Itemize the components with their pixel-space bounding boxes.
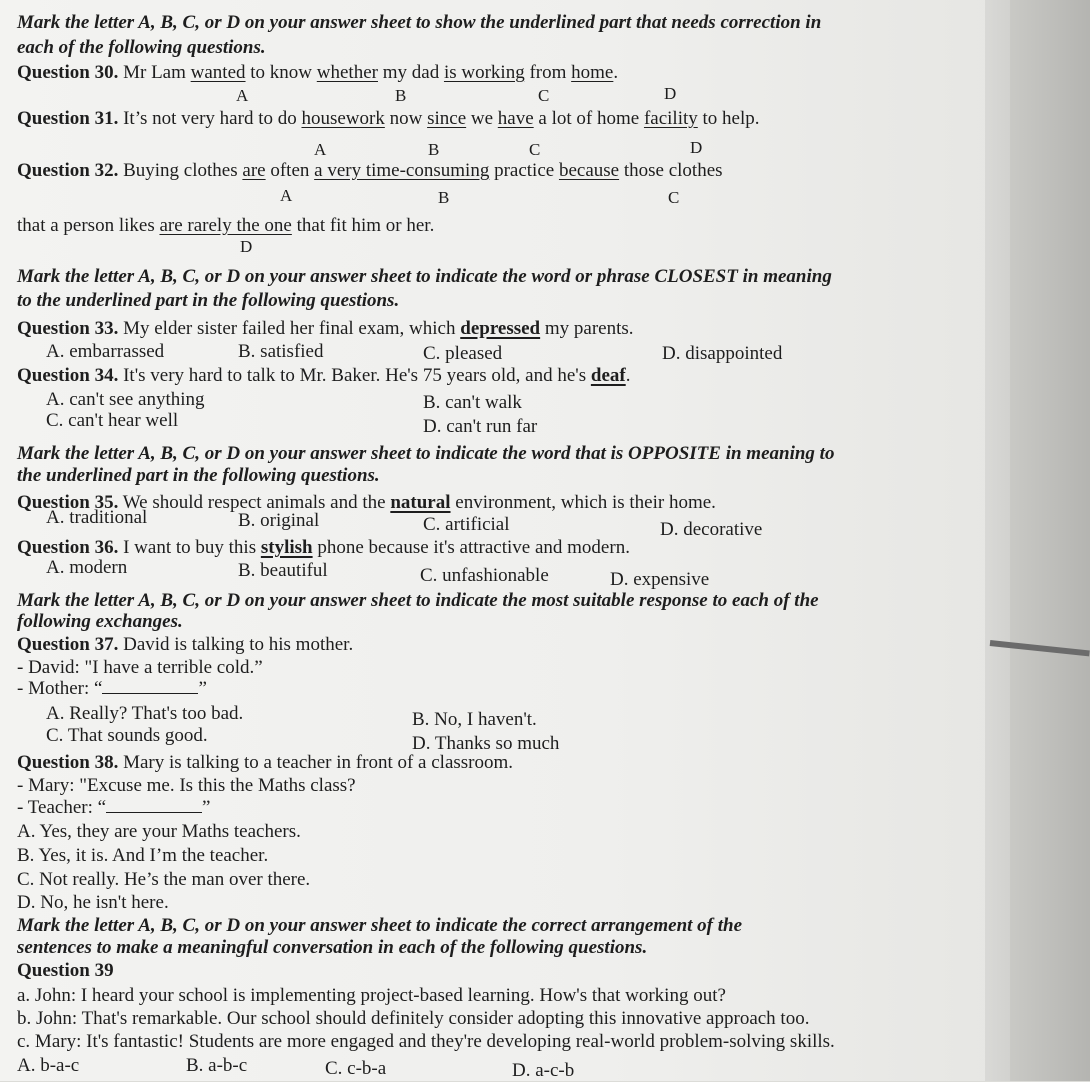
q31-letter-a: A <box>314 140 327 159</box>
question-35: Question 35. We should respect animals and the natural environment, which is their home. <box>17 492 716 513</box>
q37-option-b: B. No, I haven't. <box>412 709 537 730</box>
q38-option-a: A. Yes, they are your Maths teachers. <box>17 821 301 842</box>
instruction-arrange-line1: Mark the letter A, B, C, or D on your answer sheet to indicate the correct arrangement of the <box>17 915 743 936</box>
q33-option-a: A. embarrassed <box>46 341 165 362</box>
q39-sentence-a: a. John: I heard your school is implementing project-based learning. How's that working out? <box>17 985 726 1006</box>
question-32-line2: that a person likes are rarely the one that fit him or her. <box>17 215 435 236</box>
q37-dialogue-mother: - Mother: “ ” <box>17 678 207 699</box>
q39-option-a: A. b-a-c <box>17 1055 80 1076</box>
q38-dialogue-teacher: - Teacher: “ ” <box>17 797 211 818</box>
answer-blank <box>106 798 202 813</box>
question-38: Question 38. Mary is talking to a teacher in front of a classroom. <box>17 752 514 773</box>
q30-letter-d: D <box>664 84 677 103</box>
question-33: Question 33. My elder sister failed her final exam, which depressed my parents. <box>17 318 634 339</box>
q33-option-c: C. pleased <box>423 343 503 364</box>
q34-option-d: D. can't run far <box>423 416 538 437</box>
q35-option-c: C. artificial <box>423 514 510 535</box>
q38-dialogue-mary: - Mary: "Excuse me. Is this the Maths class? <box>17 775 356 796</box>
question-30: Question 30. Mr Lam wanted to know whether my dad is working from home. <box>17 62 619 83</box>
q38-option-d: D. No, he isn't here. <box>17 892 169 913</box>
q32-letter-b: B <box>438 188 450 207</box>
q36-option-b: B. beautiful <box>238 560 328 581</box>
instruction-response-line1: Mark the letter A, B, C, or D on your answer sheet to indicate the most suitable response to each of the <box>17 590 819 611</box>
q39-option-c: C. c-b-a <box>325 1058 387 1079</box>
page-shadow <box>985 0 1090 1081</box>
question-34: Question 34. It's very hard to talk to Mr. Baker. He's 75 years old, and he's deaf. <box>17 365 631 386</box>
instruction-error-line2: each of the following questions. <box>17 37 266 58</box>
q31-letter-b: B <box>428 140 440 159</box>
q35-option-b: B. original <box>238 510 320 531</box>
instruction-response-line2: following exchanges. <box>17 611 183 632</box>
q35-option-d: D. decorative <box>660 519 763 540</box>
q39-option-d: D. a-c-b <box>512 1060 575 1081</box>
q38-option-b: B. Yes, it is. And I’m the teacher. <box>17 845 269 866</box>
instruction-closest-line1: Mark the letter A, B, C, or D on your answer sheet to indicate the word or phrase CLOSEST in meaning <box>17 266 832 287</box>
question-36: Question 36. I want to buy this stylish phone because it's attractive and modern. <box>17 537 630 558</box>
instruction-error-line1: Mark the letter A, B, C, or D on your answer sheet to show the underlined part that needs correction in <box>17 12 822 33</box>
question-31: Question 31. It’s not very hard to do housework now since we have a lot of home facility to help. <box>17 108 760 129</box>
q37-dialogue-david: - David: "I have a terrible cold.” <box>17 657 263 678</box>
q34-option-c: C. can't hear well <box>46 410 179 431</box>
q36-option-d: D. expensive <box>610 569 710 590</box>
q39-sentence-c: c. Mary: It's fantastic! Students are more engaged and they're developing real-world problem-solving skills. <box>17 1031 835 1052</box>
q36-option-a: A. modern <box>46 557 128 578</box>
q37-option-c: C. That sounds good. <box>46 725 208 746</box>
q30-letter-c: C <box>538 86 550 105</box>
answer-blank <box>102 679 198 694</box>
q35-option-a: A. traditional <box>46 507 148 528</box>
q31-letter-c: C <box>529 140 541 159</box>
q30-letter-a: A <box>236 86 249 105</box>
instruction-closest-line2: to the underlined part in the following questions. <box>17 290 400 311</box>
q37-option-d: D. Thanks so much <box>412 733 560 754</box>
q39-option-b: B. a-b-c <box>186 1055 248 1076</box>
q32-letter-c: C <box>668 188 680 207</box>
question-32: Question 32. Buying clothes are often a very time-consuming practice because those clothes <box>17 160 723 181</box>
q37-option-a: A. Really? That's too bad. <box>46 703 244 724</box>
q33-option-d: D. disappointed <box>662 343 783 364</box>
q32-letter-a: A <box>280 186 293 205</box>
question-37: Question 37. David is talking to his mother. <box>17 634 354 655</box>
instruction-arrange-line2: sentences to make a meaningful conversation in each of the following questions. <box>17 937 648 958</box>
q36-option-c: C. unfashionable <box>420 565 549 586</box>
q38-option-c: C. Not really. He’s the man over there. <box>17 869 311 890</box>
instruction-opposite-line1: Mark the letter A, B, C, or D on your answer sheet to indicate the word that is OPPOSITE in meaning to <box>17 443 835 464</box>
q30-letter-b: B <box>395 86 407 105</box>
q32-letter-d: D <box>240 237 253 256</box>
instruction-opposite-line2: the underlined part in the following questions. <box>17 465 380 486</box>
question-39: Question 39 <box>17 960 114 981</box>
q39-sentence-b: b. John: That's remarkable. Our school should definitely consider adopting this innovative approach too. <box>17 1008 810 1029</box>
q33-option-b: B. satisfied <box>238 341 324 362</box>
q34-option-b: B. can't walk <box>423 392 522 413</box>
q31-letter-d: D <box>690 138 703 157</box>
q34-option-a: A. can't see anything <box>46 389 205 410</box>
